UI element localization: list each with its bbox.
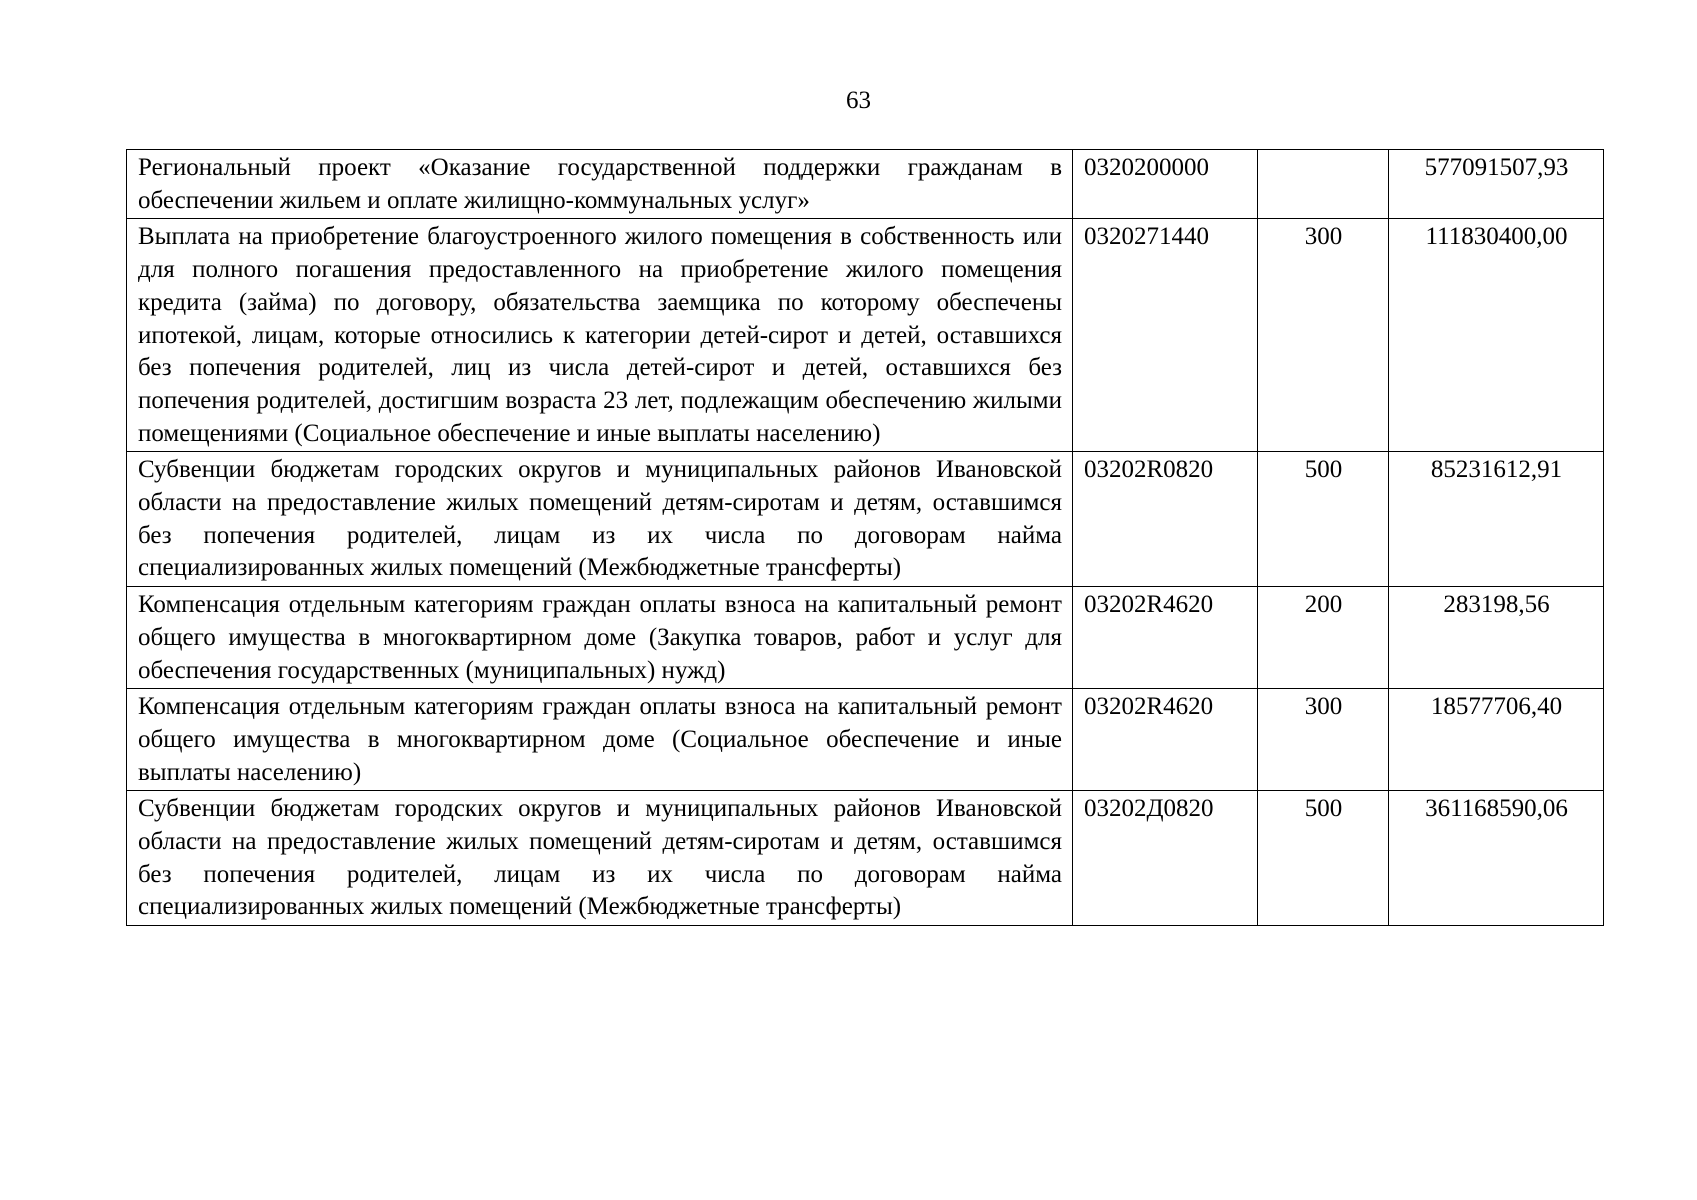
row-code-cell: 0320271440 [1073, 219, 1258, 452]
row-name-cell: Субвенции бюджетам городских округов и муниципальных районов Ивановской области на предоставление жилых помещений детям-сиротам и детям, оставшимся без попечения родителей, лицам из их числа по договорам найма специализированных жилых помещений (Межбюджетные трансферты) [127, 452, 1073, 587]
row-expense-type-cell [1258, 150, 1389, 219]
row-sum-cell: 577091507,93 [1389, 150, 1604, 219]
row-expense-type-cell: 300 [1258, 219, 1389, 452]
row-expense-type-cell: 200 [1258, 587, 1389, 689]
row-expense-type-cell: 500 [1258, 452, 1389, 587]
row-code-cell: 03202R4620 [1073, 587, 1258, 689]
table-row [127, 150, 1604, 219]
page-number: 63 [846, 87, 871, 114]
table-row [127, 452, 1604, 587]
row-sum-cell: 18577706,40 [1389, 689, 1604, 791]
row-sum-cell: 111830400,00 [1389, 219, 1604, 452]
table-row [127, 587, 1604, 689]
row-code-cell: 03202R0820 [1073, 452, 1258, 587]
row-name-cell: Компенсация отдельным категориям граждан оплаты взноса на капитальный ремонт общего имущества в многоквартирном доме (Социальное обеспечение и иные выплаты населению) [127, 689, 1073, 791]
table-row [127, 689, 1604, 791]
row-sum-cell: 283198,56 [1389, 587, 1604, 689]
budget-table [126, 149, 1604, 926]
table-row [127, 219, 1604, 452]
row-expense-type-cell: 300 [1258, 689, 1389, 791]
row-code-cell: 0320200000 [1073, 150, 1258, 219]
row-name-cell: Компенсация отдельным категориям граждан оплаты взноса на капитальный ремонт общего имущества в многоквартирном доме (Закупка товаров, работ и услуг для обеспечения государственных (муниципальных) нужд) [127, 587, 1073, 689]
row-code-cell: 03202R4620 [1073, 689, 1258, 791]
row-expense-type-cell: 500 [1258, 791, 1389, 926]
row-name-cell: Выплата на приобретение благоустроенного жилого помещения в собственность или для полного погашения предоставленного на приобретение жилого помещения кредита (займа) по договору, обязательства заемщика по которому обеспечены ипотекой, лицам, которые относились к категории детей-сирот и детей, оставшихся без попечения родителей, лиц из числа детей-сирот и детей, оставшихся без попечения родителей, достигшим возраста 23 лет, подлежащим обеспечению жилыми помещениями (Социальное обеспечение и иные выплаты населению) [127, 219, 1073, 452]
table-row [127, 791, 1604, 926]
row-name-cell: Региональный проект «Оказание государственной поддержки гражданам в обеспечении жильем и оплате жилищно-коммунальных услуг» [127, 150, 1073, 219]
row-sum-cell: 361168590,06 [1389, 791, 1604, 926]
row-sum-cell: 85231612,91 [1389, 452, 1604, 587]
row-code-cell: 03202Д0820 [1073, 791, 1258, 926]
row-name-cell: Субвенции бюджетам городских округов и муниципальных районов Ивановской области на предоставление жилых помещений детям-сиротам и детям, оставшимся без попечения родителей, лицам из их числа по договорам найма специализированных жилых помещений (Межбюджетные трансферты) [127, 791, 1073, 926]
